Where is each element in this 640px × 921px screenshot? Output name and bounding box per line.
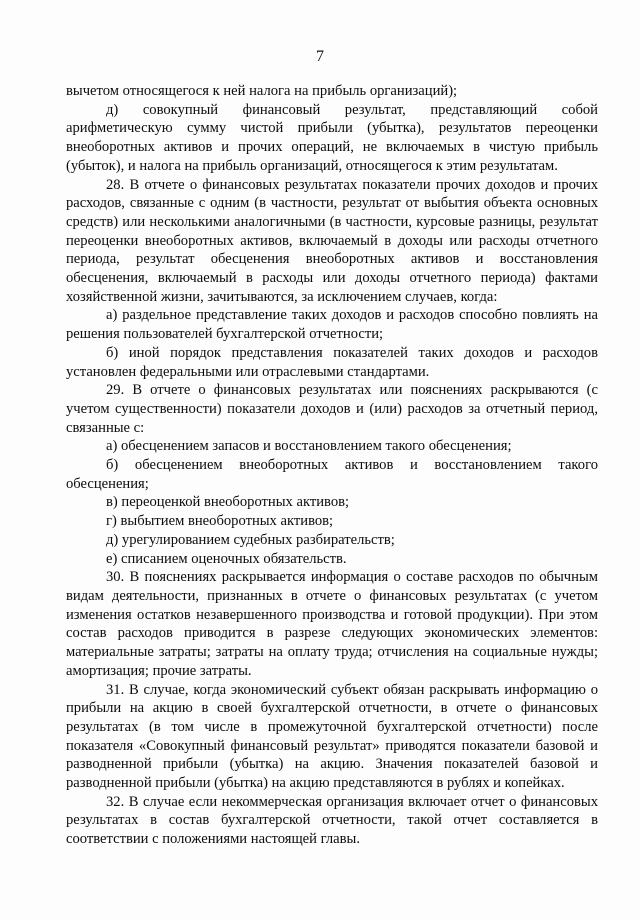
paragraph-29-item-v: в) переоценкой внеоборотных активов;	[106, 494, 350, 511]
document-body	[66, 82, 598, 849]
paragraph-item-d-total-result: д) совокупный финансовый результат, представляющий собой арифметическую сумму чистой прибыли (убытка), результатов переоценки внеоборотных активов и прочих операций, не включаемых в чистую прибыль (убыток), и налога на прибыль организаций, относящегося к этим результатам.	[66, 101, 598, 174]
paragraph-29-item-d: д) урегулированием судебных разбирательств;	[106, 531, 395, 548]
paragraph-28-item-b: б) иной порядок представления показателей таких доходов и расходов установлен федеральными или отраслевыми стандартами.	[66, 344, 598, 380]
paragraph-continuation: вычетом относящегося к ней налога на прибыль организаций);	[66, 83, 458, 99]
paragraph-30: 30. В пояснениях раскрывается информация о составе расходов по обычным видам деятельности, признанных в отчете о финансовых результатах (с учетом изменения остатков незавершенного производства и готовой продукции). При этом состав расходов приводится в разрезе следующих экономических элементов: материальные затраты; затраты на оплату труда; отчисления на социальные нужды; амортизация; прочие затраты.	[66, 569, 598, 679]
paragraph-28-item-a: а) раздельное представление таких доходов и расходов способно повлиять на решения пользователей бухгалтерской отчетности;	[66, 307, 598, 343]
paragraph-32: 32. В случае если некоммерческая организация включает отчет о финансовых результатах в состав бухгалтерской отчетности, такой отчет составляется в соответствии с положениями настоящей главы.	[66, 793, 598, 848]
paragraph-29-item-g: г) выбытием внеоборотных активов;	[106, 513, 334, 530]
paragraph-29: 29. В отчете о финансовых результатах или пояснениях раскрываются (с учетом существенности) показатели доходов и (или) расходов за отчетный период, связанные с:	[66, 382, 598, 436]
paragraph-28: 28. В отчете о финансовых результатах показатели прочих доходов и прочих расходов, связанные с одним (в частности, результат от выбытия объекта основных средств) или несколькими аналогичными (в частности, курсовые разницы, результат переоценки внеоборотных активов, включаемый в доходы или расходы отчетного периода, результат обесценения внеоборотных активов и восстановления обесценения, включаемый в расходы или доходы отчетного периода) фактами хозяйственной жизни, зачитываются, за исключением случаев, когда:	[66, 176, 598, 305]
page-number: 7	[316, 48, 324, 65]
paragraph-29-item-e: е) списанием оценочных обязательств.	[106, 550, 347, 567]
paragraph-29-item-b: б) обесценением внеоборотных активов и восстановлением такого обесценения;	[66, 457, 598, 492]
paragraph-31: 31. В случае, когда экономический субъект обязан раскрывать информацию о прибыли на акцию в своей бухгалтерской отчетности, в отчете о финансовых результатах (в том числе в промежуточной бухгалтерской отчетности) после показателя «Совокупный финансовый результат» приводятся показатели базовой и разводненной прибыли (убытка) на акцию. Значения показателей базовой и разводненной прибыли (убытка) на акцию представляются в рублях и копейках.	[66, 681, 598, 792]
paragraph-29-item-a: а) обесценением запасов и восстановлением такого обесценения;	[106, 438, 512, 455]
